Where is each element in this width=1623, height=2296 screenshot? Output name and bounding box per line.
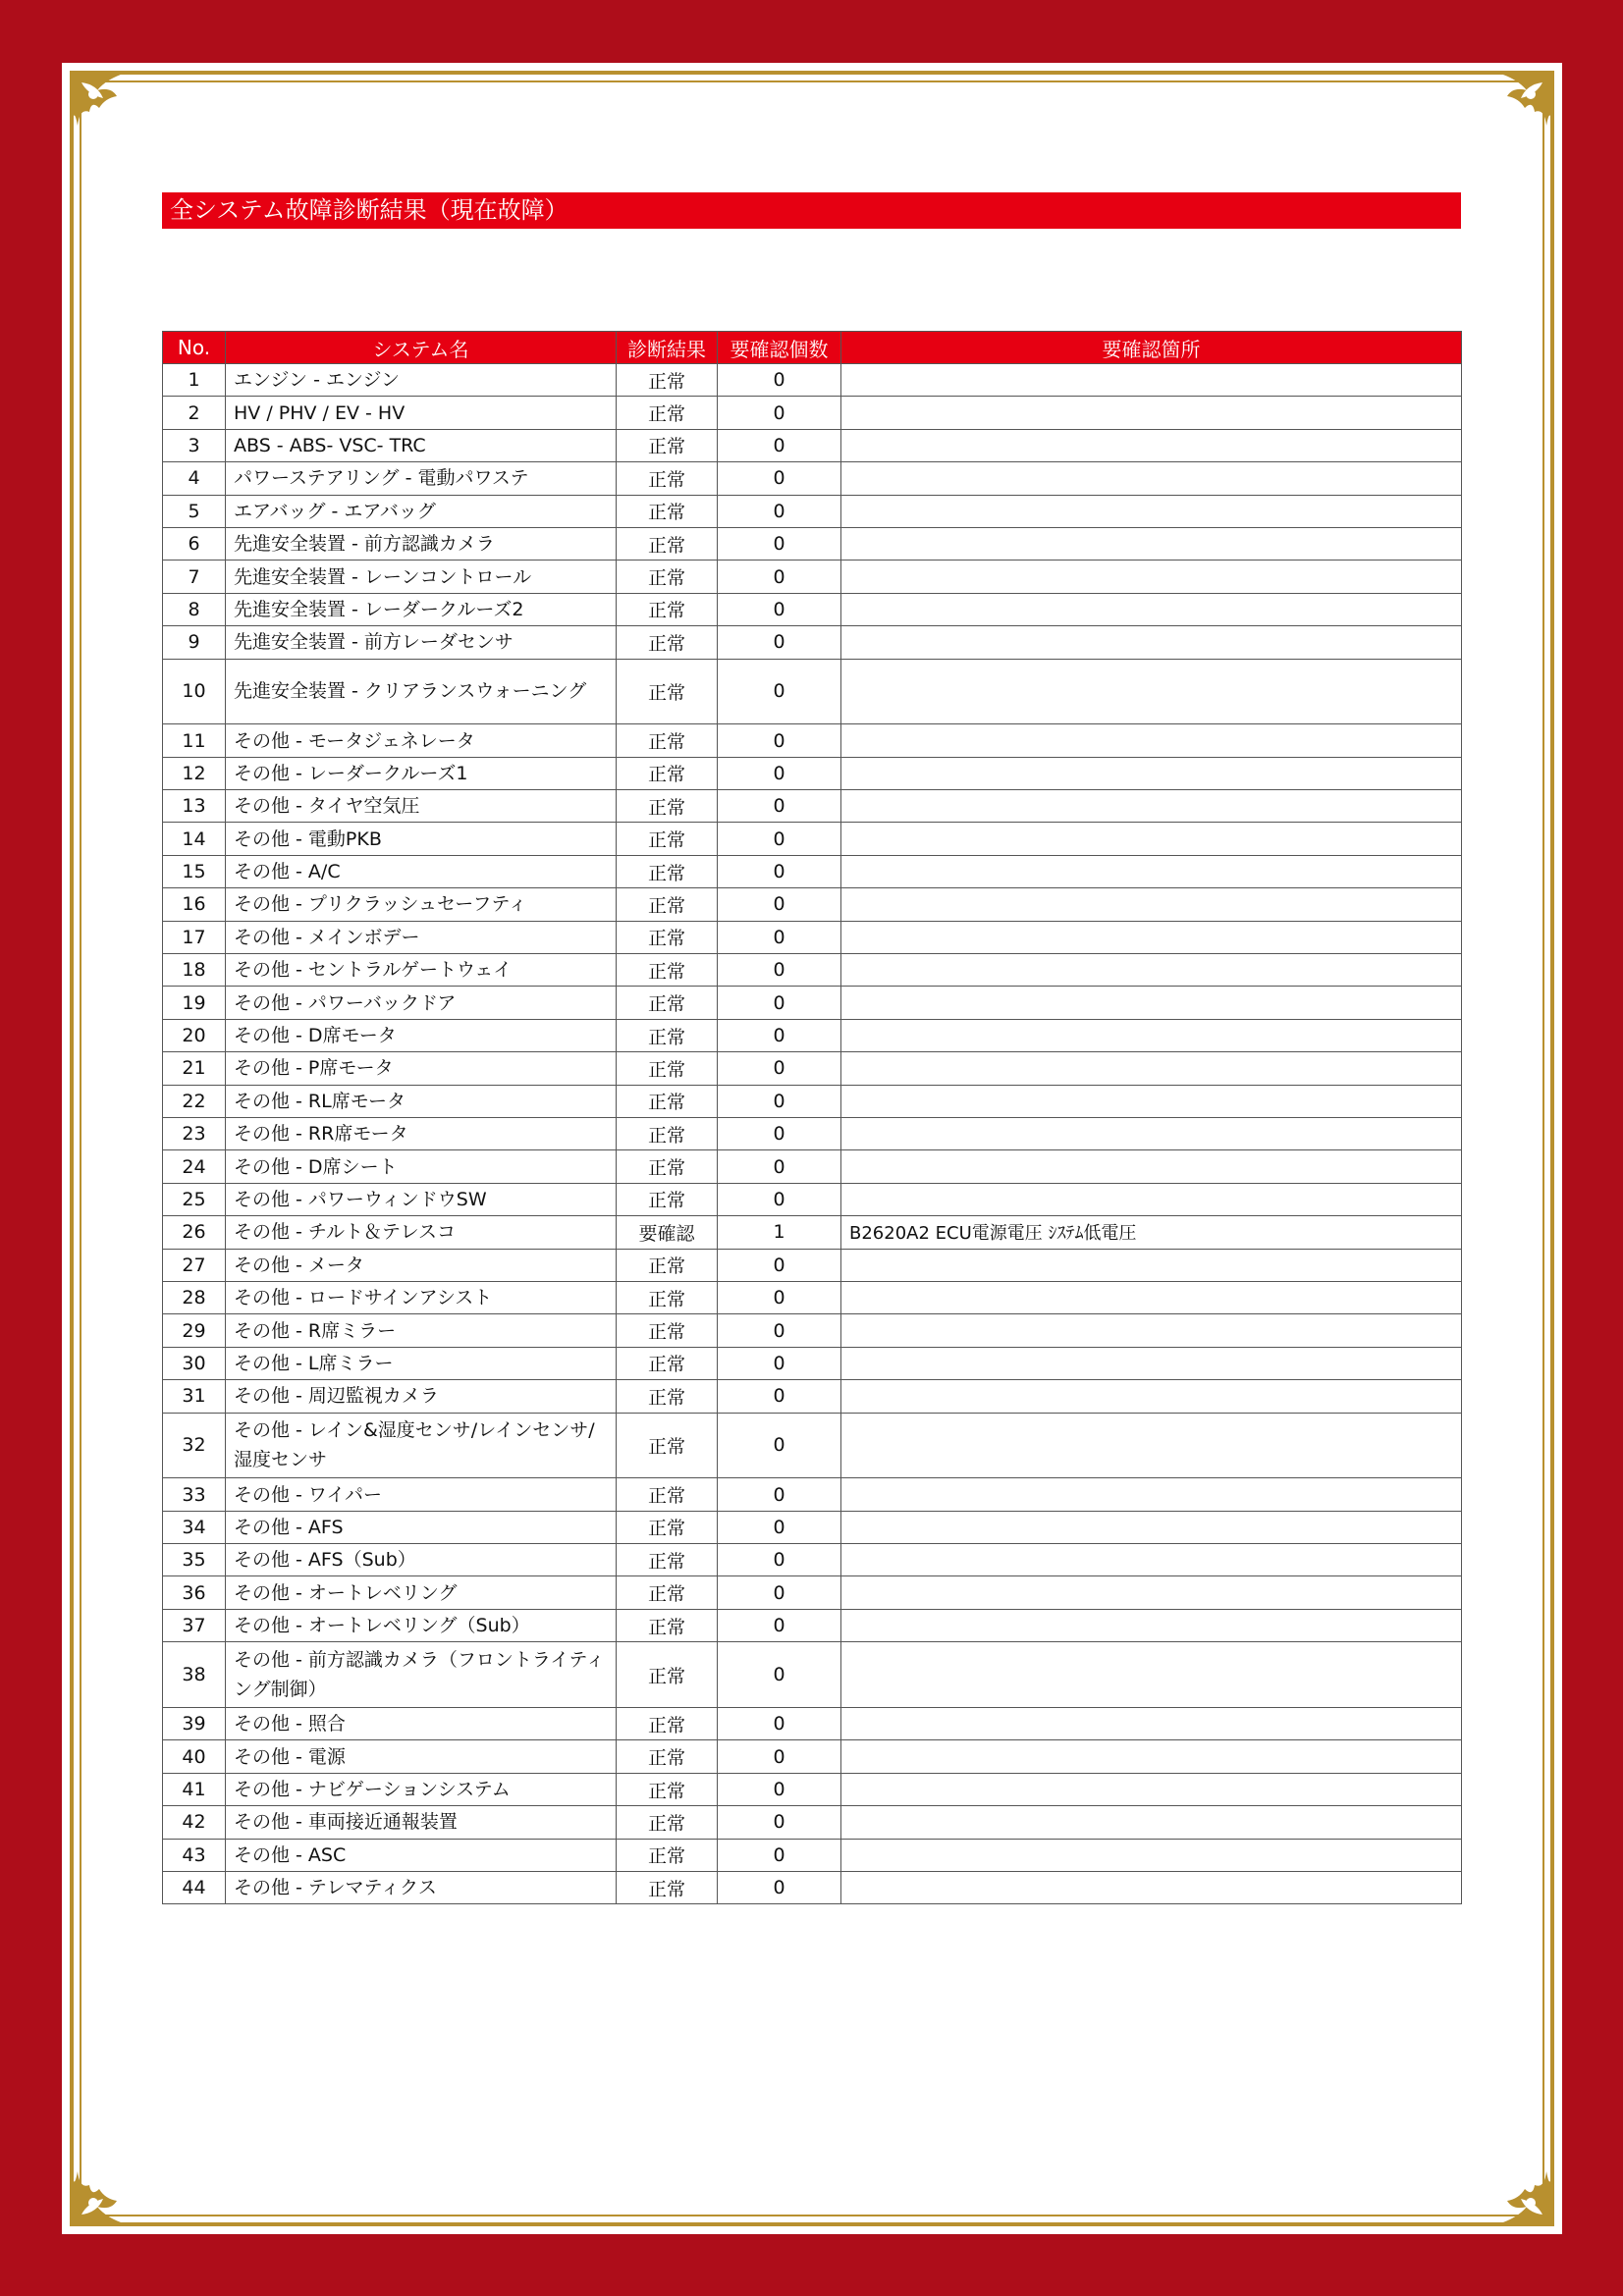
table-row: [163, 823, 1462, 855]
table-row: [163, 1314, 1462, 1347]
row-count: 0: [718, 790, 841, 823]
row-system-name: その他 - 電源: [226, 1740, 617, 1773]
row-system-name: その他 - 車両接近通報装置: [226, 1806, 617, 1839]
row-system-name: その他 - プリクラッシュセーフティ: [226, 888, 617, 921]
row-location: B2620A2 ECU電源電圧 ｼｽﾃﾑ低電圧: [841, 1216, 1462, 1249]
table-row: [163, 790, 1462, 823]
row-result: 正常: [617, 495, 718, 527]
row-count: 0: [718, 1019, 841, 1051]
row-location: [841, 724, 1462, 757]
row-no: 22: [163, 1085, 226, 1117]
row-location: [841, 921, 1462, 953]
row-system-name: その他 - レーダークルーズ1: [226, 757, 617, 789]
row-count: 0: [718, 1052, 841, 1085]
row-count: 0: [718, 1249, 841, 1281]
row-system-name: その他 - パワーバックドア: [226, 987, 617, 1019]
row-count: 0: [718, 561, 841, 593]
row-count: 0: [718, 1544, 841, 1576]
row-result: 正常: [617, 626, 718, 659]
row-result: 正常: [617, 1740, 718, 1773]
row-result: 正常: [617, 1183, 718, 1215]
row-location: [841, 1085, 1462, 1117]
row-location: [841, 1019, 1462, 1051]
row-location: [841, 790, 1462, 823]
row-count: 0: [718, 1773, 841, 1805]
row-system-name: その他 - ナビゲーションシステム: [226, 1773, 617, 1805]
row-no: 27: [163, 1249, 226, 1281]
row-result: 正常: [617, 1052, 718, 1085]
row-no: 4: [163, 462, 226, 495]
row-result: 正常: [617, 1806, 718, 1839]
row-system-name: その他 - AFS（Sub）: [226, 1544, 617, 1576]
table-row: [163, 364, 1462, 397]
column-header-location: 要確認箇所: [841, 332, 1462, 364]
table-row: [163, 1478, 1462, 1511]
row-location: [841, 561, 1462, 593]
table-row: [163, 1281, 1462, 1313]
table-row: [163, 397, 1462, 429]
table-row: [163, 757, 1462, 789]
row-result: 正常: [617, 659, 718, 724]
row-location: [841, 1314, 1462, 1347]
corner-ornament-icon: [1468, 69, 1556, 157]
row-system-name: その他 - 周辺監視カメラ: [226, 1380, 617, 1413]
row-location: [841, 1576, 1462, 1609]
row-no: 8: [163, 593, 226, 625]
row-count: 0: [718, 1576, 841, 1609]
row-result: 正常: [617, 1478, 718, 1511]
row-system-name: その他 - RR席モータ: [226, 1118, 617, 1150]
row-no: 1: [163, 364, 226, 397]
row-result: 正常: [617, 1019, 718, 1051]
row-count: 0: [718, 1150, 841, 1183]
table-row: [163, 1806, 1462, 1839]
corner-ornament-icon: [68, 2140, 156, 2228]
row-result: 正常: [617, 757, 718, 789]
table-row: [163, 724, 1462, 757]
row-result: 正常: [617, 1839, 718, 1871]
row-no: 21: [163, 1052, 226, 1085]
row-location: [841, 527, 1462, 560]
row-system-name: 先進安全装置 - レーダークルーズ2: [226, 593, 617, 625]
table-row: [163, 1642, 1462, 1708]
row-count: 1: [718, 1216, 841, 1249]
row-no: 23: [163, 1118, 226, 1150]
row-no: 44: [163, 1872, 226, 1904]
row-system-name: その他 - テレマティクス: [226, 1872, 617, 1904]
row-system-name: その他 - オートレベリング: [226, 1576, 617, 1609]
row-result: 正常: [617, 1314, 718, 1347]
row-system-name: その他 - D席モータ: [226, 1019, 617, 1051]
row-location: [841, 987, 1462, 1019]
table-row: [163, 1380, 1462, 1413]
table-header-row: [163, 332, 1462, 364]
row-count: 0: [718, 462, 841, 495]
row-no: 19: [163, 987, 226, 1019]
table-row: [163, 462, 1462, 495]
table-row: [163, 527, 1462, 560]
row-result: 正常: [617, 397, 718, 429]
row-no: 31: [163, 1380, 226, 1413]
table-body: [163, 364, 1462, 1904]
row-no: 35: [163, 1544, 226, 1576]
row-result: 正常: [617, 1380, 718, 1413]
table-row: [163, 1150, 1462, 1183]
row-result: 正常: [617, 1609, 718, 1641]
diagnosis-results-table: [162, 331, 1462, 1904]
row-result: 正常: [617, 1576, 718, 1609]
row-system-name: その他 - R席ミラー: [226, 1314, 617, 1347]
row-system-name: その他 - ロードサインアシスト: [226, 1281, 617, 1313]
table-row: [163, 626, 1462, 659]
row-count: 0: [718, 823, 841, 855]
row-result: 正常: [617, 790, 718, 823]
row-location: [841, 626, 1462, 659]
row-count: 0: [718, 364, 841, 397]
row-system-name: その他 - AFS: [226, 1511, 617, 1543]
row-no: 29: [163, 1314, 226, 1347]
row-system-name: その他 - モータジェネレータ: [226, 724, 617, 757]
row-location: [841, 495, 1462, 527]
row-location: [841, 1347, 1462, 1379]
row-result: 正常: [617, 593, 718, 625]
row-location: [841, 1839, 1462, 1871]
row-no: 16: [163, 888, 226, 921]
table-row: [163, 855, 1462, 887]
row-no: 40: [163, 1740, 226, 1773]
table-row: [163, 1118, 1462, 1150]
row-result: 正常: [617, 1642, 718, 1708]
row-location: [841, 1511, 1462, 1543]
row-system-name: その他 - 電動PKB: [226, 823, 617, 855]
row-system-name: 先進安全装置 - 前方認識カメラ: [226, 527, 617, 560]
row-system-name: その他 - D席シート: [226, 1150, 617, 1183]
row-count: 0: [718, 1347, 841, 1379]
table-row: [163, 1347, 1462, 1379]
row-system-name: その他 - オートレベリング（Sub）: [226, 1609, 617, 1641]
row-no: 42: [163, 1806, 226, 1839]
row-system-name: エンジン - エンジン: [226, 364, 617, 397]
row-count: 0: [718, 757, 841, 789]
row-no: 41: [163, 1773, 226, 1805]
table-row: [163, 1216, 1462, 1249]
row-result: 正常: [617, 921, 718, 953]
table-row: [163, 1052, 1462, 1085]
row-result: 正常: [617, 462, 718, 495]
table-row: [163, 1708, 1462, 1740]
row-result: 正常: [617, 527, 718, 560]
row-count: 0: [718, 1806, 841, 1839]
table-row: [163, 1019, 1462, 1051]
row-count: 0: [718, 429, 841, 461]
row-no: 13: [163, 790, 226, 823]
row-no: 30: [163, 1347, 226, 1379]
table-row: [163, 1576, 1462, 1609]
row-no: 33: [163, 1478, 226, 1511]
row-no: 6: [163, 527, 226, 560]
row-count: 0: [718, 1609, 841, 1641]
table-row: [163, 1609, 1462, 1641]
row-location: [841, 1118, 1462, 1150]
column-header-system: システム名: [226, 332, 617, 364]
row-count: 0: [718, 1740, 841, 1773]
row-location: [841, 593, 1462, 625]
row-no: 12: [163, 757, 226, 789]
row-location: [841, 1642, 1462, 1708]
row-count: 0: [718, 1511, 841, 1543]
row-no: 11: [163, 724, 226, 757]
table-row: [163, 987, 1462, 1019]
table-row: [163, 1249, 1462, 1281]
row-no: 25: [163, 1183, 226, 1215]
row-location: [841, 364, 1462, 397]
corner-ornament-icon: [1468, 2140, 1556, 2228]
row-location: [841, 1281, 1462, 1313]
row-result: 正常: [617, 1150, 718, 1183]
row-result: 正常: [617, 1085, 718, 1117]
column-header-no: No.: [163, 332, 226, 364]
row-system-name: その他 - L席ミラー: [226, 1347, 617, 1379]
table-row: [163, 1872, 1462, 1904]
row-location: [841, 1183, 1462, 1215]
row-location: [841, 1740, 1462, 1773]
table-row: [163, 888, 1462, 921]
row-location: [841, 1380, 1462, 1413]
row-system-name: その他 - チルト＆テレスコ: [226, 1216, 617, 1249]
row-result: 正常: [617, 1708, 718, 1740]
row-location: [841, 1806, 1462, 1839]
row-no: 26: [163, 1216, 226, 1249]
row-count: 0: [718, 659, 841, 724]
row-location: [841, 659, 1462, 724]
row-system-name: HV / PHV / EV - HV: [226, 397, 617, 429]
table-row: [163, 1740, 1462, 1773]
row-no: 15: [163, 855, 226, 887]
row-count: 0: [718, 987, 841, 1019]
row-location: [841, 888, 1462, 921]
row-result: 正常: [617, 364, 718, 397]
row-result: 正常: [617, 823, 718, 855]
row-no: 10: [163, 659, 226, 724]
row-count: 0: [718, 1281, 841, 1313]
row-no: 18: [163, 954, 226, 987]
row-result: 正常: [617, 1347, 718, 1379]
row-no: 2: [163, 397, 226, 429]
table-row: [163, 921, 1462, 953]
row-location: [841, 1249, 1462, 1281]
row-location: [841, 429, 1462, 461]
row-result: 正常: [617, 724, 718, 757]
row-system-name: パワーステアリング - 電動パワステ: [226, 462, 617, 495]
row-count: 0: [718, 954, 841, 987]
row-result: 正常: [617, 1773, 718, 1805]
row-result: 正常: [617, 987, 718, 1019]
row-location: [841, 1478, 1462, 1511]
row-system-name: ABS - ABS- VSC- TRC: [226, 429, 617, 461]
row-system-name: その他 - レイン&湿度センサ/レインセンサ/湿度センサ: [226, 1413, 617, 1478]
row-result: 正常: [617, 561, 718, 593]
row-location: [841, 1544, 1462, 1576]
row-count: 0: [718, 1118, 841, 1150]
table-row: [163, 659, 1462, 724]
row-result: 正常: [617, 1118, 718, 1150]
row-count: 0: [718, 397, 841, 429]
row-system-name: その他 - タイヤ空気圧: [226, 790, 617, 823]
row-result: 正常: [617, 1872, 718, 1904]
row-system-name: その他 - メインボデー: [226, 921, 617, 953]
row-count: 0: [718, 626, 841, 659]
row-no: 32: [163, 1413, 226, 1478]
table-row: [163, 1839, 1462, 1871]
row-system-name: その他 - RL席モータ: [226, 1085, 617, 1117]
row-location: [841, 1052, 1462, 1085]
row-location: [841, 823, 1462, 855]
row-result: 正常: [617, 1281, 718, 1313]
row-count: 0: [718, 1085, 841, 1117]
table-row: [163, 1413, 1462, 1478]
column-header-count: 要確認個数: [718, 332, 841, 364]
column-header-result: 診断結果: [617, 332, 718, 364]
row-result: 正常: [617, 1249, 718, 1281]
row-result: 正常: [617, 1544, 718, 1576]
row-no: 24: [163, 1150, 226, 1183]
table-row: [163, 561, 1462, 593]
row-no: 43: [163, 1839, 226, 1871]
row-location: [841, 1150, 1462, 1183]
row-count: 0: [718, 1183, 841, 1215]
row-count: 0: [718, 1314, 841, 1347]
row-result: 要確認: [617, 1216, 718, 1249]
row-location: [841, 1872, 1462, 1904]
row-system-name: その他 - ワイパー: [226, 1478, 617, 1511]
row-no: 14: [163, 823, 226, 855]
corner-ornament-icon: [68, 69, 156, 157]
row-count: 0: [718, 1839, 841, 1871]
row-no: 39: [163, 1708, 226, 1740]
row-no: 34: [163, 1511, 226, 1543]
row-no: 28: [163, 1281, 226, 1313]
table-row: [163, 1544, 1462, 1576]
row-system-name: その他 - A/C: [226, 855, 617, 887]
row-count: 0: [718, 1413, 841, 1478]
table-row: [163, 429, 1462, 461]
row-location: [841, 1413, 1462, 1478]
row-location: [841, 1609, 1462, 1641]
row-count: 0: [718, 1708, 841, 1740]
row-count: 0: [718, 1380, 841, 1413]
row-count: 0: [718, 855, 841, 887]
row-system-name: その他 - セントラルゲートウェイ: [226, 954, 617, 987]
table-row: [163, 1183, 1462, 1215]
row-result: 正常: [617, 888, 718, 921]
page-title: 全システム故障診断結果（現在故障）: [162, 192, 1461, 229]
row-system-name: 先進安全装置 - クリアランスウォーニング: [226, 659, 617, 724]
row-system-name: その他 - パワーウィンドウSW: [226, 1183, 617, 1215]
row-location: [841, 1773, 1462, 1805]
table-row: [163, 495, 1462, 527]
row-result: 正常: [617, 429, 718, 461]
row-no: 17: [163, 921, 226, 953]
row-no: 9: [163, 626, 226, 659]
row-count: 0: [718, 593, 841, 625]
row-no: 37: [163, 1609, 226, 1641]
row-no: 7: [163, 561, 226, 593]
row-count: 0: [718, 921, 841, 953]
row-location: [841, 397, 1462, 429]
row-count: 0: [718, 1872, 841, 1904]
row-count: 0: [718, 495, 841, 527]
row-system-name: 先進安全装置 - レーンコントロール: [226, 561, 617, 593]
row-count: 0: [718, 527, 841, 560]
row-count: 0: [718, 1642, 841, 1708]
table-row: [163, 1511, 1462, 1543]
row-system-name: その他 - ASC: [226, 1839, 617, 1871]
row-system-name: エアバッグ - エアバッグ: [226, 495, 617, 527]
row-count: 0: [718, 888, 841, 921]
row-location: [841, 855, 1462, 887]
row-result: 正常: [617, 1413, 718, 1478]
row-location: [841, 462, 1462, 495]
row-result: 正常: [617, 954, 718, 987]
table-row: [163, 954, 1462, 987]
row-location: [841, 1708, 1462, 1740]
row-system-name: その他 - 照合: [226, 1708, 617, 1740]
row-system-name: その他 - 前方認識カメラ（フロントライティング制御）: [226, 1642, 617, 1708]
row-result: 正常: [617, 855, 718, 887]
row-count: 0: [718, 724, 841, 757]
report-page: [62, 63, 1562, 2234]
row-count: 0: [718, 1478, 841, 1511]
row-no: 5: [163, 495, 226, 527]
row-system-name: その他 - P席モータ: [226, 1052, 617, 1085]
row-system-name: その他 - メータ: [226, 1249, 617, 1281]
row-no: 36: [163, 1576, 226, 1609]
row-system-name: 先進安全装置 - 前方レーダセンサ: [226, 626, 617, 659]
row-location: [841, 954, 1462, 987]
table-row: [163, 593, 1462, 625]
table-row: [163, 1773, 1462, 1805]
row-location: [841, 757, 1462, 789]
row-no: 20: [163, 1019, 226, 1051]
row-result: 正常: [617, 1511, 718, 1543]
table-row: [163, 1085, 1462, 1117]
row-no: 38: [163, 1642, 226, 1708]
row-no: 3: [163, 429, 226, 461]
